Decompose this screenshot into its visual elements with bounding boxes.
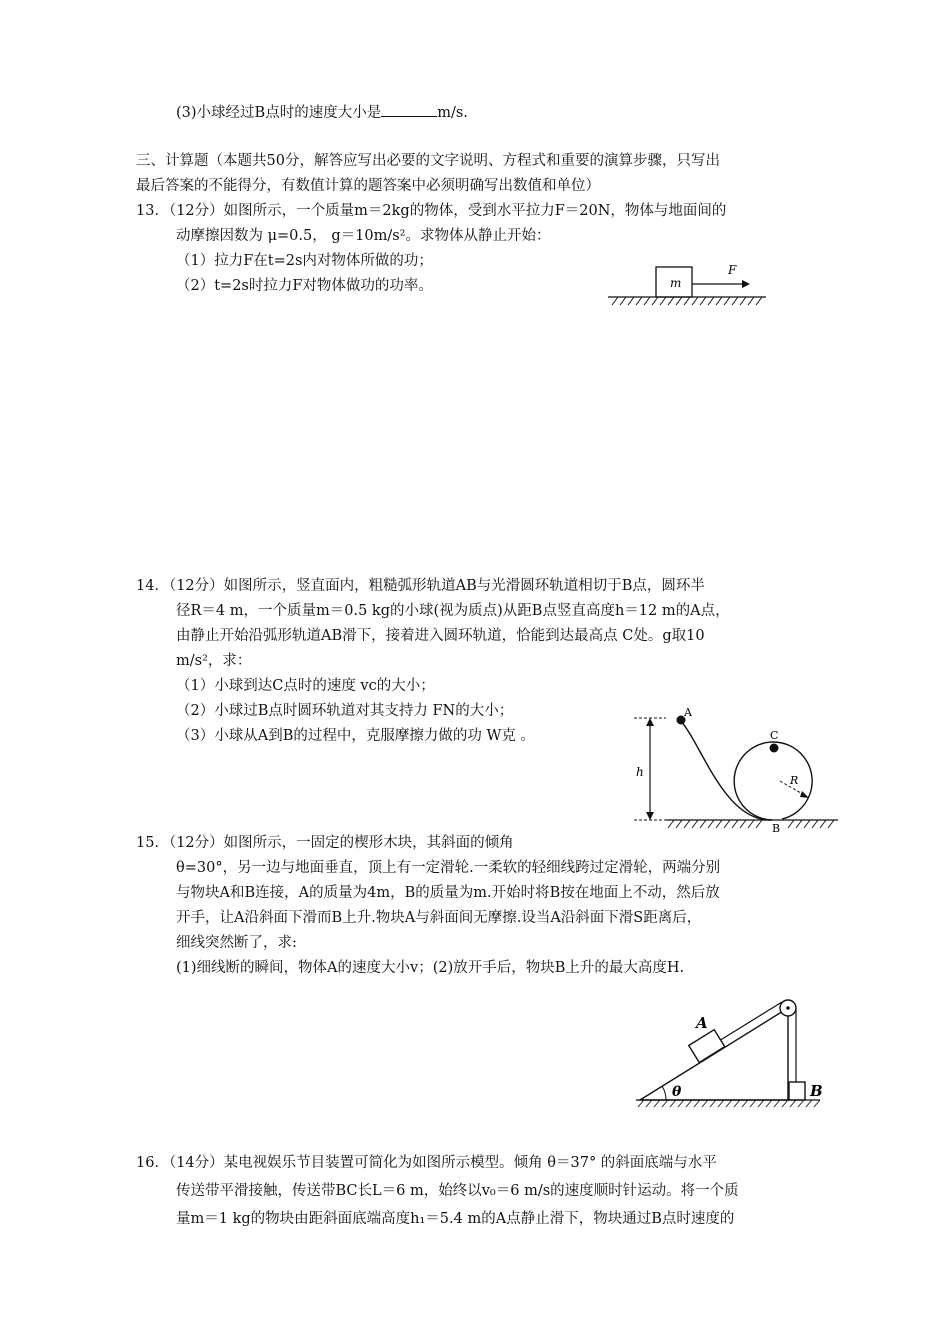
- block-b: [789, 1082, 805, 1100]
- q13-line2: 动摩擦因数为 μ=0.5， g＝10m/s²。求物体从静止开始：: [176, 228, 551, 244]
- height-arrowhead-down: [646, 812, 654, 820]
- q14-line1: 14．（12分）如图所示，竖直面内，粗糙弧形轨道AB与光滑圆环轨道相切于B点，圆环半: [136, 578, 705, 594]
- ball-c: [770, 744, 779, 753]
- force-arrowhead: [742, 280, 750, 288]
- answer-blank[interactable]: [381, 102, 437, 117]
- b-label: B: [772, 822, 781, 834]
- r-label: R: [790, 774, 799, 787]
- angle-arc: [662, 1086, 666, 1100]
- q12-part3-unit: m/s.: [437, 105, 468, 121]
- force-label: F: [728, 263, 737, 277]
- section3-line2: 最后答案的不能得分，有数值计算的题答案中必须明确写出数值和单位）: [136, 178, 600, 194]
- q16-line2: 传送带平滑接触，传送带BC长L＝6 m，始终以v₀＝6 m/s的速度顺时针运动。将一个质: [176, 1183, 739, 1199]
- q16-line3: 量m＝1 kg的物块由距斜面底端高度h₁＝5.4 m的A点静止滑下，物块通过B点时速度的: [176, 1211, 735, 1227]
- ground-hatch: [668, 820, 834, 828]
- mass-label: m: [670, 276, 682, 290]
- q14-line2: 径R＝4 m，一个质量m＝0.5 kg的小球(视为质点)从距B点竖直高度h＝12 m的A点，: [176, 603, 730, 619]
- theta-label: θ: [672, 1084, 682, 1100]
- q13-part1: （1）拉力F在t=2s内对物体所做的功；: [176, 253, 433, 269]
- ground-hatch: [612, 297, 762, 305]
- ground-hatch: [638, 1100, 820, 1107]
- height-arrowhead-up: [646, 718, 654, 726]
- q16-line1: 16．（14分）某电视娱乐节目装置可简化为如图所示模型。倾角 θ＝37° 的斜面底端与水平: [136, 1155, 717, 1171]
- a-label: A: [696, 1014, 708, 1032]
- q12-part3: [176, 102, 468, 123]
- block-a: [689, 1030, 725, 1063]
- h-label: h: [636, 765, 644, 779]
- section3-line1: 三、计算题（本题共50分，解答应写出必要的文字说明、方程式和重要的演算步骤，只写出: [136, 153, 720, 169]
- b-label: B: [810, 1082, 823, 1100]
- pulley-axle: [786, 1006, 790, 1010]
- q13-part2: （2）t=2s时拉力F对物体做功的功率。: [176, 278, 433, 294]
- q14-line4: m/s²，求：: [176, 653, 252, 669]
- string-incline: [714, 1002, 782, 1044]
- q14-part3: （3）小球从A到B的过程中，克服摩擦力做的功 W克 。: [176, 728, 535, 744]
- q15-figure: [636, 992, 836, 1112]
- q12-part3-text: (3)小球经过B点时的速度大小是: [176, 105, 382, 121]
- a-label: A: [684, 706, 692, 719]
- q15-line4: 开手，让A沿斜面下滑而B上升.物块A与斜面间无摩擦.设当A沿斜面下滑S距离后，: [176, 910, 702, 926]
- q14-figure: [632, 704, 842, 834]
- q15-line3: 与物块A和B连接，A的质量为4m，B的质量为m.开始时将B按在地面上不动，然后放: [176, 885, 720, 901]
- radius-arrowhead: [800, 791, 809, 798]
- q14-part1: （1）小球到达C点时的速度 vc的大小；: [176, 678, 435, 694]
- q14-part2: （2）小球过B点时圆环轨道对其支持力 FN的大小；: [176, 703, 514, 719]
- loop-track: [734, 742, 812, 820]
- q15-line1: 15．（12分）如图所示，一固定的楔形木块，其斜面的倾角: [136, 835, 514, 851]
- arc-track: [680, 720, 772, 820]
- c-label: C: [770, 729, 779, 742]
- q15-line5: 细线突然断了，求:: [176, 935, 297, 951]
- q13-line1: 13．（12分）如图所示，一个质量m＝2kg的物体，受到水平拉力F＝20N，物体与地面间的: [136, 203, 727, 219]
- q14-line3: 由静止开始沿弧形轨道AB滑下，接着进入圆环轨道，恰能到达最高点 C处。g取10: [176, 628, 705, 644]
- q15-line6: (1)细线断的瞬间，物体A的速度大小v；(2)放开手后，物块B上升的最大高度H.: [176, 960, 685, 976]
- q15-line2: θ=30°，另一边与地面垂直，顶上有一定滑轮.一柔软的轻细线跨过定滑轮，两端分别: [176, 860, 721, 876]
- q13-figure: [608, 262, 768, 312]
